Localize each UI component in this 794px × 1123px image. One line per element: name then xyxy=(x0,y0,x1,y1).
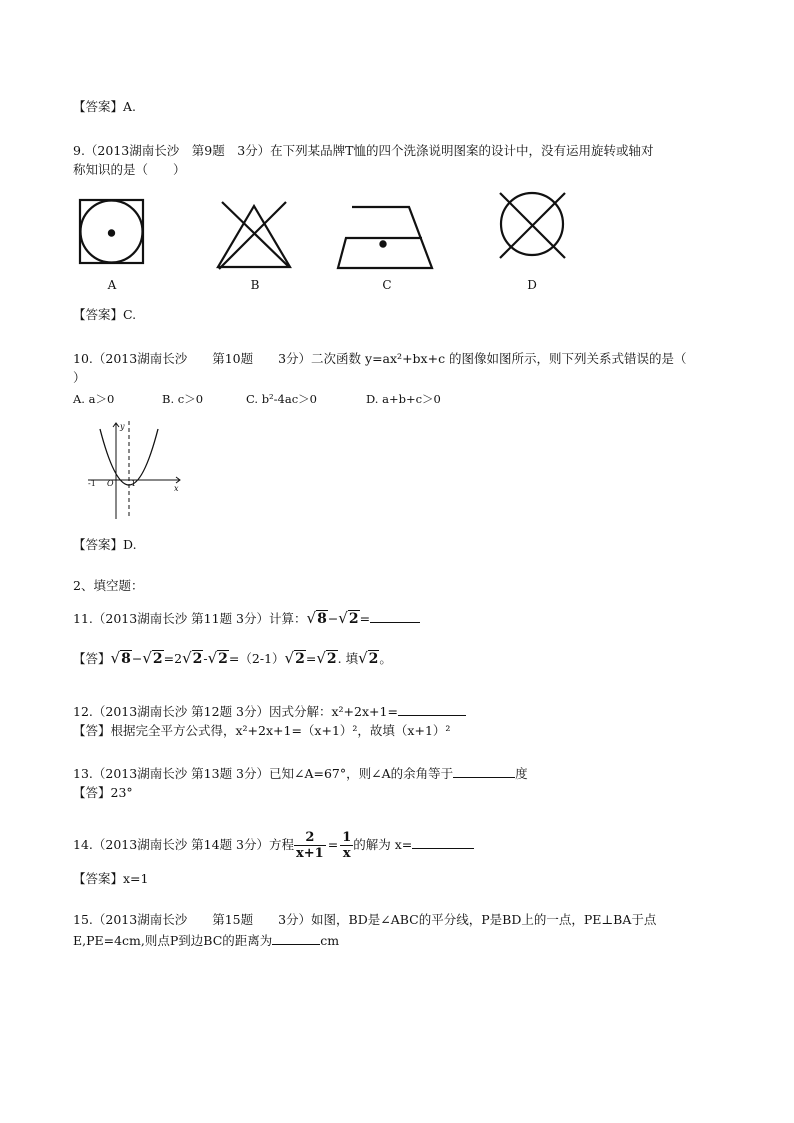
fraction-right: $\frac{1}{x}$ xyxy=(342,830,352,861)
q12-text: 12.（2013湖南长沙 第12题 3分）因式分解：x²+2x+1= xyxy=(73,704,398,719)
ans-step: - xyxy=(203,651,208,666)
q9-text-line2: 称知识的是（ ） xyxy=(73,162,186,177)
answer-blank[interactable] xyxy=(453,765,515,778)
sqrt-2: √2 xyxy=(358,649,379,667)
q9-figures xyxy=(0,188,794,298)
label-b: B xyxy=(250,278,260,292)
q10-text-line1: 10.（2013湖南长沙 第10题 3分）二次函数 y=ax²+bx+c 的图像如图所示，则下列关系式错误的是（ xyxy=(73,351,687,366)
figure-b xyxy=(218,202,290,269)
answer-blank[interactable] xyxy=(370,610,420,623)
q12-question xyxy=(73,703,466,720)
ans-step: = xyxy=(305,651,317,666)
answer-10: 【答案】D. xyxy=(73,537,137,552)
figure-c xyxy=(338,207,432,268)
minus-sign: − xyxy=(131,651,143,666)
label-a: A xyxy=(107,278,117,292)
q10-option-d: D. a+b+c＞0 xyxy=(366,392,441,406)
sqrt-8: √8 xyxy=(110,649,131,667)
q14-suffix: 的解为 x= xyxy=(353,837,413,852)
answer-8: 【答案】A. xyxy=(73,99,137,114)
q14-answer: 【答案】x=1 xyxy=(73,871,149,886)
tick-minus1: -1 xyxy=(88,479,96,488)
q11-answer xyxy=(73,650,392,667)
q10-text-line2: ） xyxy=(73,370,86,385)
q15-unit: cm xyxy=(320,933,340,948)
q15-text-line2 xyxy=(73,932,339,949)
sqrt-2: √2 xyxy=(207,649,228,667)
answer-blank[interactable] xyxy=(272,932,320,945)
q11-prefix: 11.（2013湖南长沙 第11题 3分）计算： xyxy=(73,611,307,626)
q12-answer: 【答】根据完全平方公式得，x²+2x+1=（x+1）²，故填（x+1）² xyxy=(73,723,451,738)
sqrt-2: √2 xyxy=(182,649,203,667)
q11-question xyxy=(73,610,420,627)
q13-answer: 【答】23° xyxy=(73,785,133,800)
x-label: x xyxy=(174,484,179,493)
answer-blank[interactable] xyxy=(412,836,474,849)
section-fill-in: 2、填空题： xyxy=(73,578,144,593)
equals-sign: = xyxy=(359,611,371,626)
sqrt-2: √2 xyxy=(316,649,337,667)
sqrt-2: √2 xyxy=(338,609,359,627)
equals-sign: = xyxy=(327,837,339,852)
q10-option-b: B. c＞0 xyxy=(162,392,204,406)
fraction-left: $\frac{2}{x+1}$ xyxy=(296,830,324,861)
ans-step: . 填 xyxy=(337,651,359,666)
figure-d xyxy=(500,193,565,258)
sqrt-2: √2 xyxy=(284,649,305,667)
label-c: C xyxy=(382,278,392,292)
answer-blank[interactable] xyxy=(398,703,466,716)
sqrt-8: √8 xyxy=(306,609,327,627)
sqrt-2: √2 xyxy=(142,649,163,667)
origin-label: O xyxy=(107,479,114,488)
q10-parabola-graph xyxy=(80,415,200,525)
figure-a xyxy=(80,200,143,263)
ans-step: =（2-1） xyxy=(228,651,285,666)
y-label: y xyxy=(120,422,125,431)
q10-option-c: C. b²-4ac＞0 xyxy=(246,392,317,406)
q15-line2: E,PE=4cm,则点P到边BC的距离为 xyxy=(73,933,273,948)
label-d: D xyxy=(527,278,537,292)
q13-unit: 度 xyxy=(515,766,528,781)
ans-step: =2 xyxy=(163,651,183,666)
q15-text-line1: 15.（2013湖南长沙 第15题 3分）如图，BD是∠ABC的平分线，P是BD上的一点，PE⊥BA于点 xyxy=(73,912,657,927)
ans-end: 。 xyxy=(379,651,392,666)
answer-label: 【答】 xyxy=(73,651,111,666)
q14-question xyxy=(73,828,474,862)
q13-question xyxy=(73,765,528,782)
minus-sign: − xyxy=(327,611,339,626)
q10-option-a: A. a＞0 xyxy=(73,392,115,406)
answer-9: 【答案】C. xyxy=(73,307,137,322)
q13-text: 13.（2013湖南长沙 第13题 3分）已知∠A=67°，则∠A的余角等于 xyxy=(73,766,454,781)
q9-text-line1: 9.（2013湖南长沙 第9题 3分）在下列某品牌T恤的四个洗涤说明图案的设计中，没有运用旋转或轴对 xyxy=(73,143,654,158)
q14-prefix: 14.（2013湖南长沙 第14题 3分）方程 xyxy=(73,837,294,852)
tick-1: 1 xyxy=(131,479,137,488)
